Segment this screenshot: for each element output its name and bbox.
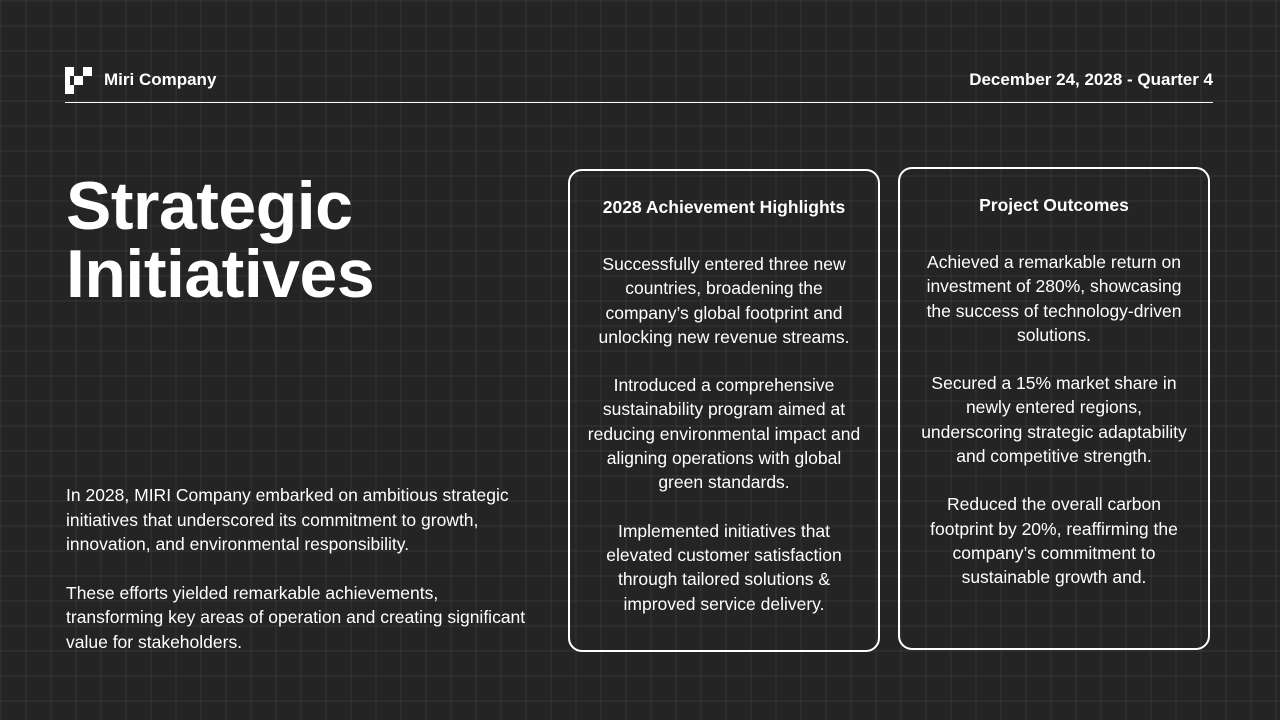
intro-paragraph: In 2028, MIRI Company embarked on ambitious strategic initiatives that underscored its commitment to growth, innovation, and environmental responsibility. <box>66 485 509 554</box>
card-item: Implemented initiatives that elevated customer satisfaction through tailored solutions & improved service delivery. <box>606 520 842 614</box>
report-date: December 24, 2028 - Quarter 4 <box>969 70 1213 89</box>
intro-text <box>66 483 536 678</box>
card-item: Secured a 15% market share in newly entered regions, underscoring strategic adaptability and competitive strength. <box>921 373 1187 467</box>
page-title <box>66 168 375 312</box>
card-item: Achieved a remarkable return on investment of 280%, showcasing the success of technology-driven solutions. <box>926 252 1182 345</box>
title-line: Strategic <box>66 168 353 244</box>
header <box>65 66 1213 103</box>
card-title: Project Outcomes <box>979 195 1129 215</box>
card-title: 2028 Achievement Highlights <box>602 197 846 217</box>
title-line: Initiatives <box>66 236 375 312</box>
company-logo-icon <box>65 67 92 94</box>
project-outcomes-card <box>898 167 1210 650</box>
intro-paragraph: These efforts yielded remarkable achievements, transforming key areas of operation and creating significant value for stakeholders. <box>66 582 526 652</box>
company-name: Miri Company <box>104 70 217 89</box>
achievement-highlights-card <box>568 169 880 652</box>
card-item: Successfully entered three new countries, broadening the company’s global footprint and unlocking new revenue streams. <box>598 254 850 347</box>
card-item: Introduced a comprehensive sustainability program aimed at reducing environmental impact and aligning operations with global green standards. <box>587 375 861 493</box>
card-item: Reduced the overall carbon footprint by 20%, reaffirming the company’s commitment to sustainable growth and. <box>930 494 1178 588</box>
